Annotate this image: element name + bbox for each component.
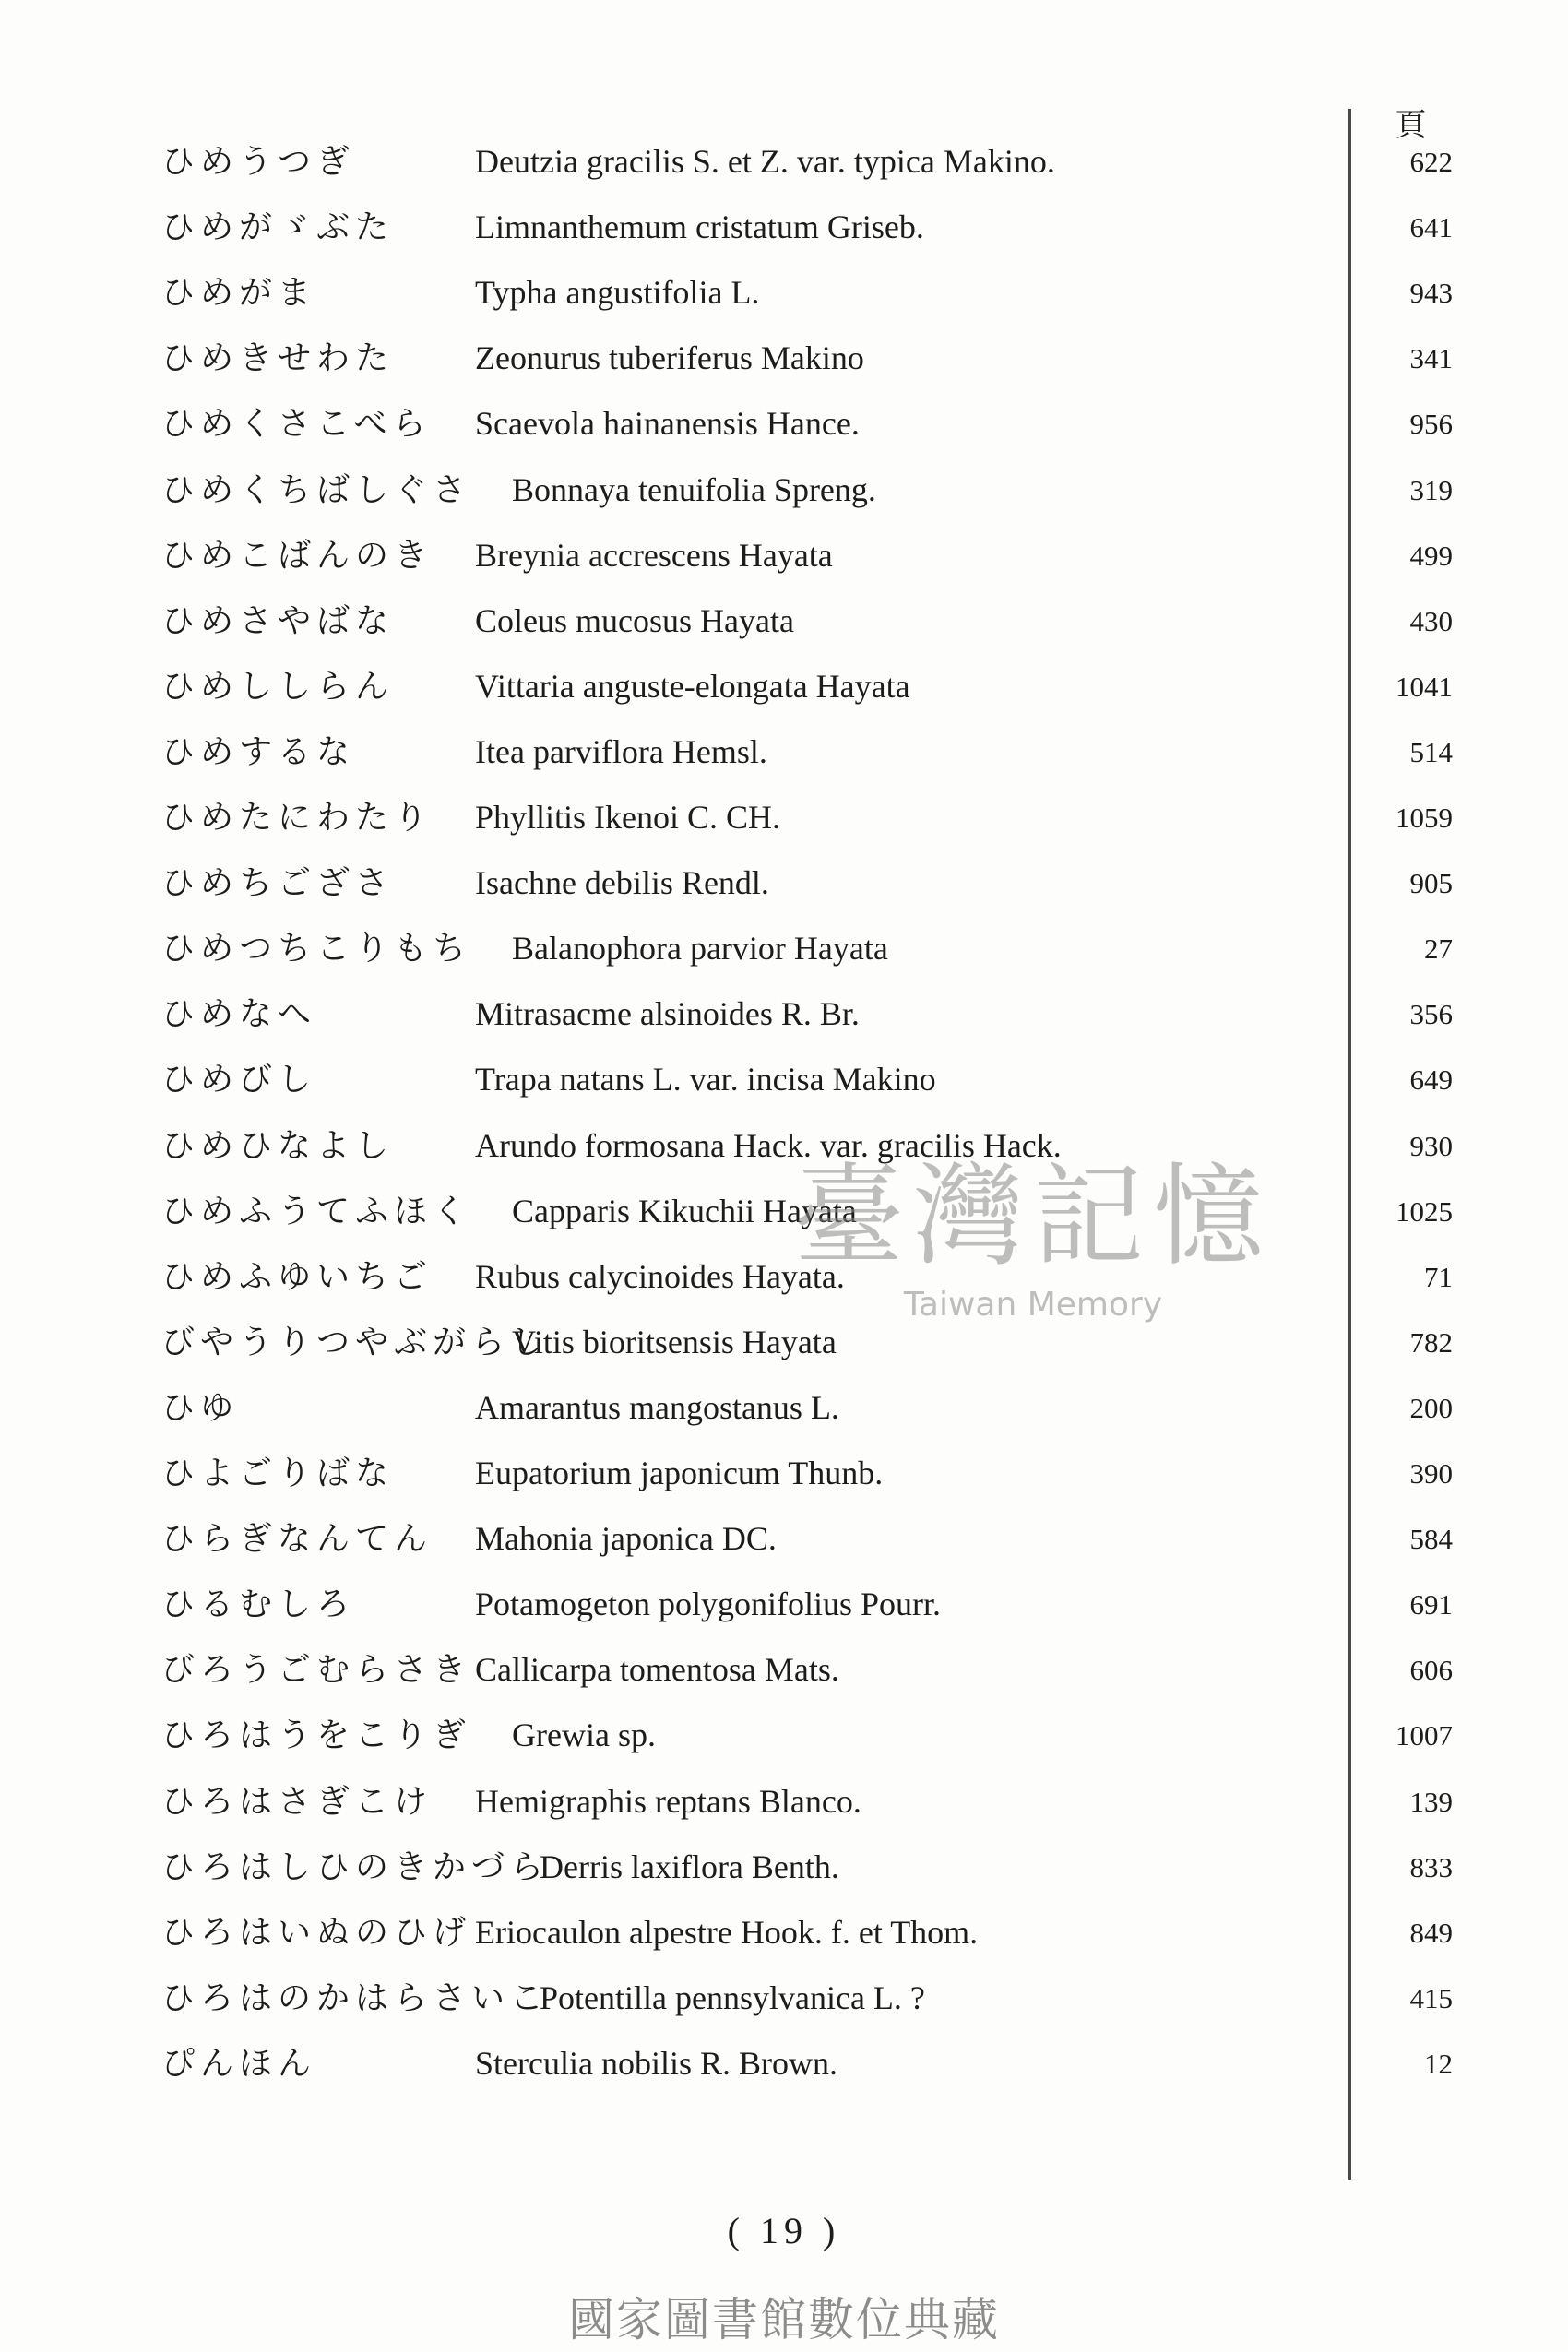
index-entry xyxy=(0,1375,1568,1441)
entry-kana: ひろはうをこりぎ xyxy=(161,1716,472,1755)
entry-latin-name: Hemigraphis reptans Blanco. xyxy=(475,1782,861,1820)
entry-latin-name: Phyllitis Ikenoi C. CH. xyxy=(475,799,781,836)
entry-kana: ぴんほん xyxy=(161,2044,317,2083)
entry-latin-name: Mitrasacme alsinoides R. Br. xyxy=(475,995,860,1033)
entry-kana: ひめちござさ xyxy=(161,864,395,903)
watermark-english: Taiwan Memory xyxy=(903,1286,1163,1324)
entry-page: 341 xyxy=(1409,342,1453,375)
entry-page: 200 xyxy=(1409,1391,1453,1424)
entry-kana: ひろはしひのきかづら xyxy=(161,1847,550,1886)
entry-latin-name: Limnanthemum cristatum Griseb. xyxy=(475,208,924,246)
entry-latin-name: Arundo formosana Hack. var. gracilis Hack. xyxy=(475,1126,1062,1164)
index-entry xyxy=(0,654,1568,719)
entry-latin-name: Eupatorium japonicum Thunb. xyxy=(475,1455,884,1491)
entry-page: 12 xyxy=(1424,2047,1453,2080)
entry-kana: ひめなへ xyxy=(161,995,317,1034)
index-entry xyxy=(0,1047,1568,1112)
entry-page: 430 xyxy=(1409,604,1453,637)
entry-latin-name: Typha angustifolia L. xyxy=(475,274,760,312)
entry-kana: ひめがゞぶた xyxy=(161,208,395,247)
entry-kana: ひめきせわた xyxy=(161,339,395,378)
index-entry xyxy=(0,523,1568,588)
entry-kana: ひろはのかはらさいこ xyxy=(161,1978,550,2017)
entry-page: 930 xyxy=(1409,1129,1453,1162)
index-entry xyxy=(0,1506,1568,1572)
entry-page: 956 xyxy=(1409,408,1453,441)
entry-kana: ひよごりばな xyxy=(161,1455,395,1492)
page-number: ( 19 ) xyxy=(727,2210,841,2251)
entry-page: 943 xyxy=(1409,277,1453,310)
index-entry xyxy=(0,1572,1568,1637)
index-entry xyxy=(0,1769,1568,1835)
entry-kana: ひめししらん xyxy=(161,667,395,706)
index-entry xyxy=(0,457,1568,523)
entry-page: 905 xyxy=(1409,867,1453,900)
page-column-header: 頁 xyxy=(1395,107,1428,144)
entry-page: 1041 xyxy=(1396,670,1453,703)
index-entry xyxy=(0,260,1568,326)
entry-latin-name: Eriocaulon alpestre Hook. f. et Thom. xyxy=(475,1913,979,1951)
entry-page: 1025 xyxy=(1396,1194,1453,1228)
entry-page: 499 xyxy=(1409,539,1453,572)
entry-page: 71 xyxy=(1424,1260,1453,1293)
entry-kana: ひめうつぎ xyxy=(161,143,356,181)
index-entry xyxy=(0,326,1568,391)
entry-page: 833 xyxy=(1409,1850,1453,1883)
index-entry xyxy=(0,916,1568,981)
entry-latin-name: Potentilla pennsylvanica L. ? xyxy=(540,1978,925,2016)
entry-latin-name: Zeonurus tuberiferus Makino xyxy=(475,339,864,377)
entry-kana: ひめたにわたり xyxy=(161,799,434,837)
entry-page: 415 xyxy=(1409,1981,1453,2014)
entry-page: 390 xyxy=(1409,1457,1453,1490)
entry-latin-name: Balanophora parvior Hayata xyxy=(512,930,888,968)
entry-latin-name: Callicarpa tomentosa Mats. xyxy=(475,1651,839,1689)
entry-page: 514 xyxy=(1409,735,1453,768)
entry-latin-name: Mahonia japonica DC. xyxy=(475,1520,777,1558)
entry-kana: ひめふうてふほく xyxy=(161,1192,472,1230)
entry-kana: ひらぎなんてん xyxy=(161,1520,434,1559)
library-caption: 國家圖書館數位典藏 xyxy=(568,2293,1000,2346)
entry-latin-name: Sterculia nobilis R. Brown. xyxy=(475,2044,837,2082)
index-entry xyxy=(0,1900,1568,1966)
entry-latin-name: Vitis bioritsensis Hayata xyxy=(512,1323,837,1360)
entry-kana: ひめさやばな xyxy=(161,601,395,640)
entry-page: 849 xyxy=(1409,1916,1453,1949)
entry-latin-name: Amarantus mangostanus L. xyxy=(475,1388,839,1426)
entry-page: 622 xyxy=(1409,146,1453,178)
entry-kana: ひろはさぎこけ xyxy=(161,1782,434,1821)
entry-kana: ひめつちこりもち xyxy=(161,930,472,968)
entry-kana: ひめびし xyxy=(161,1061,317,1099)
watermark xyxy=(775,1153,1291,1356)
index-entry xyxy=(0,719,1568,785)
entry-page: 319 xyxy=(1409,473,1453,506)
entry-kana: ひめがま xyxy=(161,274,317,313)
entry-page: 584 xyxy=(1409,1523,1453,1556)
index-entry xyxy=(0,1835,1568,1900)
entry-kana: ひるむしろ xyxy=(161,1586,356,1624)
index-entry xyxy=(0,850,1568,916)
entry-kana: びろうごむらさき xyxy=(161,1651,472,1690)
entry-kana: ひめくちばしぐさ xyxy=(161,470,472,509)
index-entry xyxy=(0,129,1568,195)
entry-latin-name: Itea parviflora Hemsl. xyxy=(475,732,767,770)
index-entry xyxy=(0,195,1568,260)
entry-latin-name: Bonnaya tenuifolia Spreng. xyxy=(512,470,876,508)
entry-kana: ひめこばんのき xyxy=(161,536,434,575)
entry-page: 139 xyxy=(1409,1785,1453,1818)
entry-kana: びやうりつやぶがらし xyxy=(161,1323,550,1361)
entry-latin-name: Rubus calycinoides Hayata. xyxy=(475,1257,845,1295)
index-entry xyxy=(0,1637,1568,1703)
entry-latin-name: Grewia sp. xyxy=(512,1716,656,1754)
entry-latin-name: Isachne debilis Rendl. xyxy=(475,864,769,902)
entry-latin-name: Trapa natans L. var. incisa Makino xyxy=(475,1061,936,1099)
entry-kana: ひろはいぬのひげ xyxy=(161,1913,472,1952)
entry-kana: ひめふゆいちご xyxy=(161,1257,434,1296)
entry-page: 606 xyxy=(1409,1654,1453,1687)
index-entry xyxy=(0,2031,1568,2097)
index-entry xyxy=(0,1703,1568,1768)
entry-latin-name: Vittaria anguste-elongata Hayata xyxy=(475,667,910,705)
index-entry xyxy=(0,588,1568,654)
entry-page: 691 xyxy=(1409,1588,1453,1621)
entry-kana: ひゆ xyxy=(161,1388,240,1427)
entry-latin-name: Coleus mucosus Hayata xyxy=(475,601,794,639)
watermark-chinese: 臺灣記憶 xyxy=(793,1153,1273,1281)
entry-latin-name: Derris laxiflora Benth. xyxy=(540,1847,839,1885)
entry-latin-name: Deutzia gracilis S. et Z. var. typica Makino. xyxy=(475,143,1055,180)
entry-page: 782 xyxy=(1409,1325,1453,1359)
entry-page: 27 xyxy=(1424,932,1453,966)
entry-kana: ひめするな xyxy=(161,732,356,771)
entry-latin-name: Capparis Kikuchii Hayata xyxy=(512,1192,857,1229)
entry-kana: ひめくさこべら xyxy=(161,405,432,444)
entry-page: 1059 xyxy=(1396,802,1453,834)
entry-kana: ひめひなよし xyxy=(161,1126,395,1165)
entry-latin-name: Potamogeton polygonifolius Pourr. xyxy=(475,1586,942,1623)
entry-page: 356 xyxy=(1409,998,1453,1031)
index-entry xyxy=(0,1441,1568,1506)
entry-page: 1007 xyxy=(1396,1719,1453,1752)
entry-latin-name: Scaevola hainanensis Hance. xyxy=(475,405,860,443)
entry-page: 641 xyxy=(1409,211,1453,244)
index-entry xyxy=(0,391,1568,457)
index-entry xyxy=(0,785,1568,850)
index-entry xyxy=(0,981,1568,1047)
index-entry xyxy=(0,1966,1568,2031)
entry-latin-name: Breynia accrescens Hayata xyxy=(475,536,833,574)
entry-page: 649 xyxy=(1409,1063,1453,1097)
